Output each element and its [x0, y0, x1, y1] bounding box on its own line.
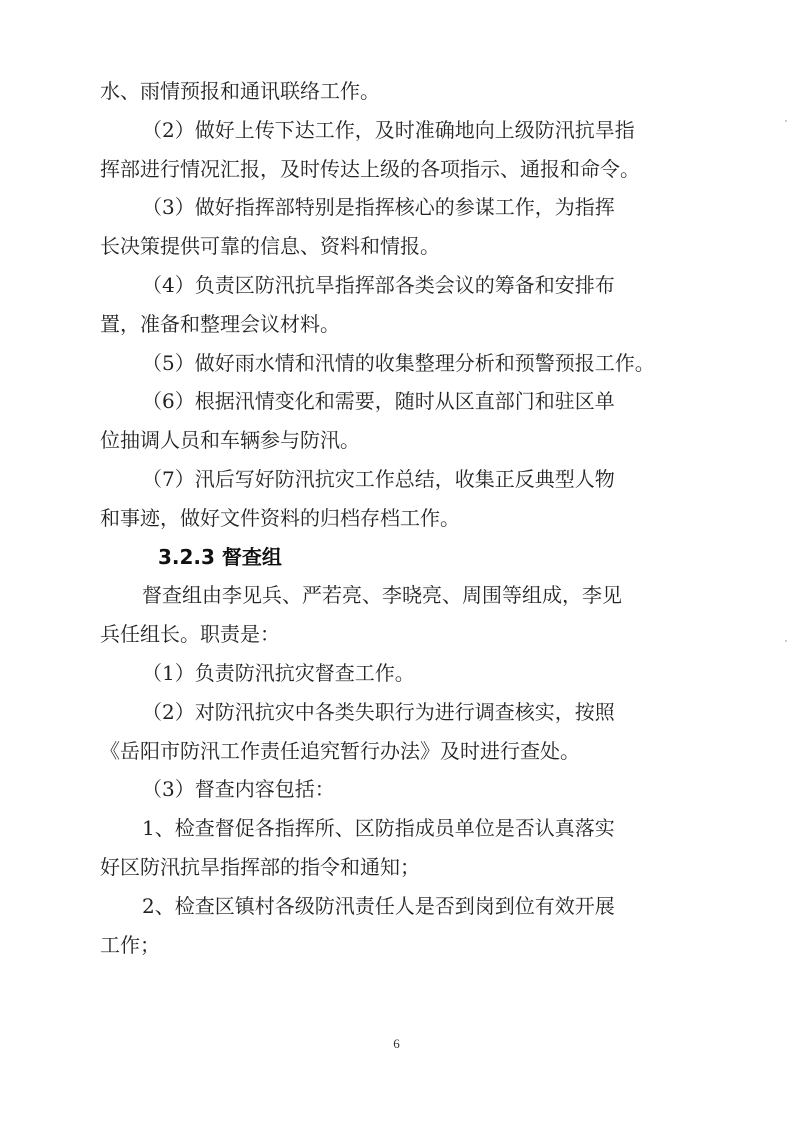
text-line: 1、检查督促各指挥所、区防指成员单位是否认真落实: [142, 816, 615, 841]
paragraph: [100, 693, 700, 771]
paragraph: [100, 111, 700, 189]
paragraph: [100, 266, 700, 344]
text-line: 兵任组长。职责是：: [100, 622, 280, 647]
text-line: 长决策提供可靠的信息、资料和情报。: [100, 234, 440, 259]
text-line: 工作；: [100, 932, 160, 957]
text-line: （7）汛后写好防汛抗灾工作总结，收集正反典型人物: [142, 466, 615, 491]
heading-line: 3.2.3 督查组: [158, 544, 282, 569]
text-line: 督查组由李见兵、严若亮、李晓亮、周围等组成，李见: [142, 583, 622, 608]
text-line: 和事迹，做好文件资料的归档存档工作。: [100, 505, 460, 530]
text-line: 置，准备和整理会议材料。: [100, 311, 340, 336]
scan-edge-mark: [785, 640, 787, 642]
paragraph: [100, 382, 700, 460]
text-line: 挥部进行情况汇报，及时传达上级的各项指示、通报和命令。: [100, 156, 640, 181]
text-line: （1）负责防汛抗灾督查工作。: [142, 660, 415, 685]
text-line: （5）做好雨水情和汛情的收集整理分析和预警预报工作。: [142, 350, 655, 375]
section-heading: [100, 538, 700, 577]
document-body: [100, 72, 700, 964]
text-line: （3）做好指挥部特别是指挥核心的参谋工作，为指挥: [142, 195, 615, 220]
text-line: 《岳阳市防汛工作责任追究暂行办法》及时进行查处。: [100, 738, 580, 763]
text-line: （2）对防汛抗灾中各类失职行为进行调查核实，按照: [142, 699, 615, 724]
page-number: 6: [393, 1036, 400, 1051]
text-line: 位抽调人员和车辆参与防汛。: [100, 428, 360, 453]
paragraph: [100, 576, 700, 654]
paragraph: [100, 344, 700, 383]
paragraph: [100, 887, 700, 965]
paragraph: [100, 188, 700, 266]
text-line: （2）做好上传下达工作，及时准确地向上级防汛抗旱指: [142, 117, 635, 142]
text-line: 水、雨情预报和通讯联络工作。: [100, 79, 380, 103]
text-line: 2、检查区镇村各级防汛责任人是否到岗到位有效开展: [142, 893, 615, 918]
text-line: （3）督查内容包括：: [142, 777, 335, 802]
text-line: 好区防汛抗旱指挥部的指令和通知；: [100, 854, 420, 879]
paragraph: [100, 72, 700, 111]
paragraph: [100, 460, 700, 538]
paragraph: [100, 654, 700, 693]
paragraph: [100, 809, 700, 887]
text-line: （6）根据汛情变化和需要，随时从区直部门和驻区单: [142, 389, 615, 414]
text-line: （4）负责区防汛抗旱指挥部各类会议的筹备和安排布: [142, 272, 615, 297]
paragraph: [100, 770, 700, 809]
scan-edge-mark: [785, 120, 787, 122]
